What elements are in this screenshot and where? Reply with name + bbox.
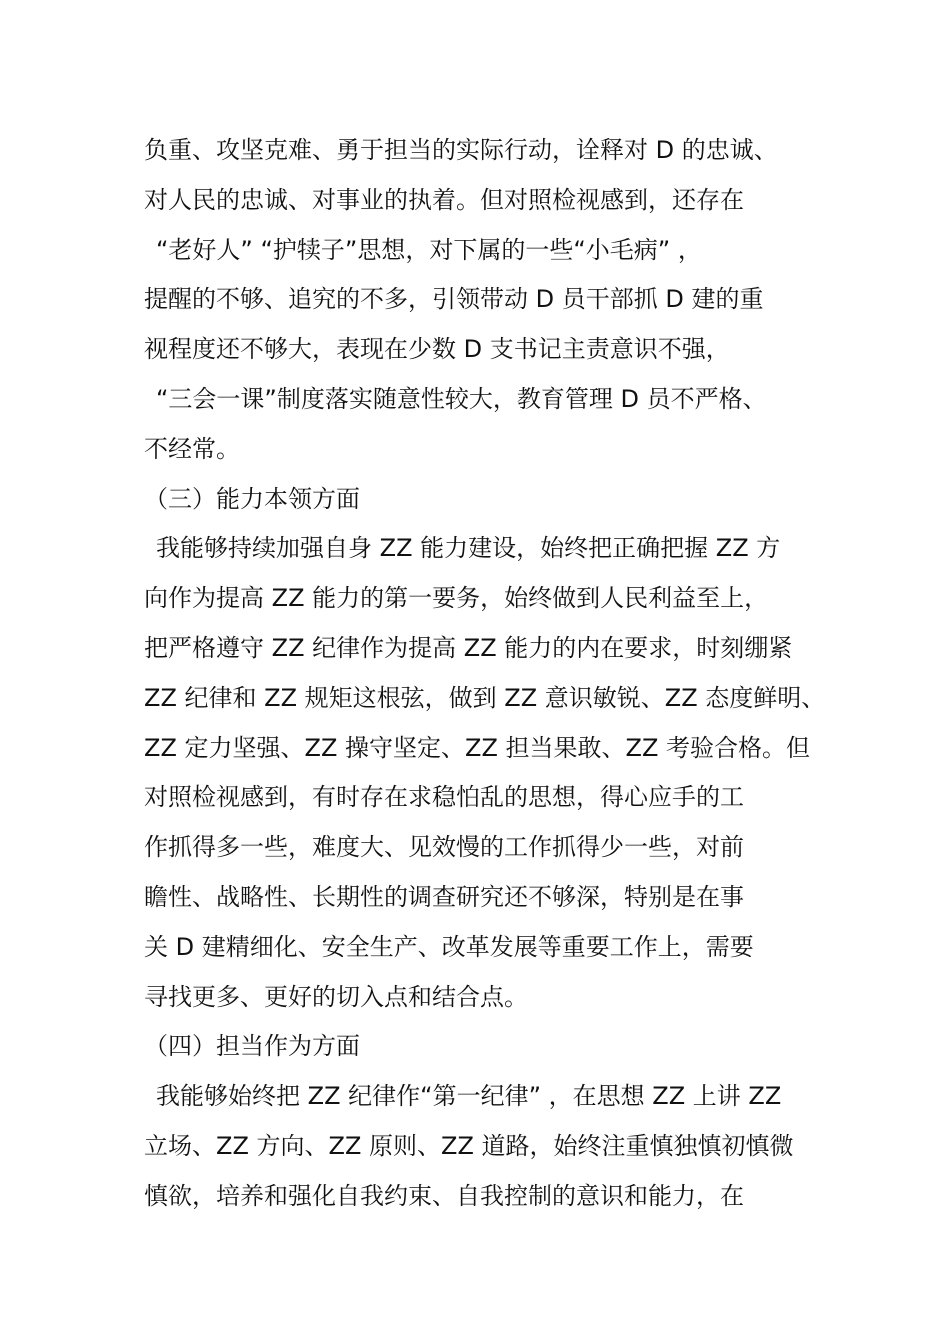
body-line: ZZ 定力坚强、ZZ 操守坚定、ZZ 担当果敢、ZZ 考验合格。但 bbox=[144, 733, 811, 762]
section-heading-ability: （三）能力本领方面 bbox=[144, 484, 360, 513]
body-line: “老好人” “护犊子”思想，对下属的一些“小毛病” ， bbox=[156, 235, 702, 264]
body-line: 我能够持续加强自身 ZZ 能力建设，始终把正确把握 ZZ 方 bbox=[156, 534, 781, 563]
body-line: 向作为提高 ZZ 能力的第一要务，始终做到人民利益至上， bbox=[144, 584, 769, 613]
body-line: “三会一课”制度落实随意性较大，教育管理 D 员不严格、 bbox=[156, 384, 767, 413]
body-line: 关 D 建精细化、安全生产、改革发展等重要工作上，需要 bbox=[144, 932, 754, 961]
body-line: 不经常。 bbox=[144, 434, 240, 463]
body-line: 负重、攻坚克难、勇于担当的实际行动，诠释对 D 的忠诚、 bbox=[144, 136, 778, 164]
body-line: 对照检视感到，有时存在求稳怕乱的思想，得心应手的工 bbox=[144, 783, 744, 812]
document-body bbox=[144, 126, 834, 1222]
section-heading-responsibility: （四）担当作为方面 bbox=[144, 1032, 360, 1061]
body-line: ZZ 纪律和 ZZ 规矩这根弦，做到 ZZ 意识敏锐、ZZ 态度鲜明、 bbox=[144, 683, 826, 712]
body-line: 视程度还不够大，表现在少数 D 支书记主责意识不强， bbox=[144, 335, 730, 364]
body-line: 提醒的不够、追究的不多，引领带动 D 员干部抓 D 建的重 bbox=[144, 285, 764, 314]
body-line: 立场、ZZ 方向、ZZ 原则、ZZ 道路，始终注重慎独慎初慎微 bbox=[144, 1131, 794, 1160]
body-line: 瞻性、战略性、长期性的调查研究还不够深，特别是在事 bbox=[144, 882, 744, 911]
body-line: 对人民的忠诚、对事业的执着。但对照检视感到，还存在 bbox=[144, 185, 744, 214]
body-line: 慎欲，培养和强化自我约束、自我控制的意识和能力，在 bbox=[144, 1181, 744, 1210]
body-line: 作抓得多一些，难度大、见效慢的工作抓得少一些，对前 bbox=[144, 833, 744, 862]
body-line: 把严格遵守 ZZ 纪律作为提高 ZZ 能力的内在要求，时刻绷紧 bbox=[144, 633, 793, 662]
body-line: 寻找更多、更好的切入点和结合点。 bbox=[144, 982, 528, 1011]
body-line: 我能够始终把 ZZ 纪律作“第一纪律” ，在思想 ZZ 上讲 ZZ bbox=[156, 1082, 782, 1111]
